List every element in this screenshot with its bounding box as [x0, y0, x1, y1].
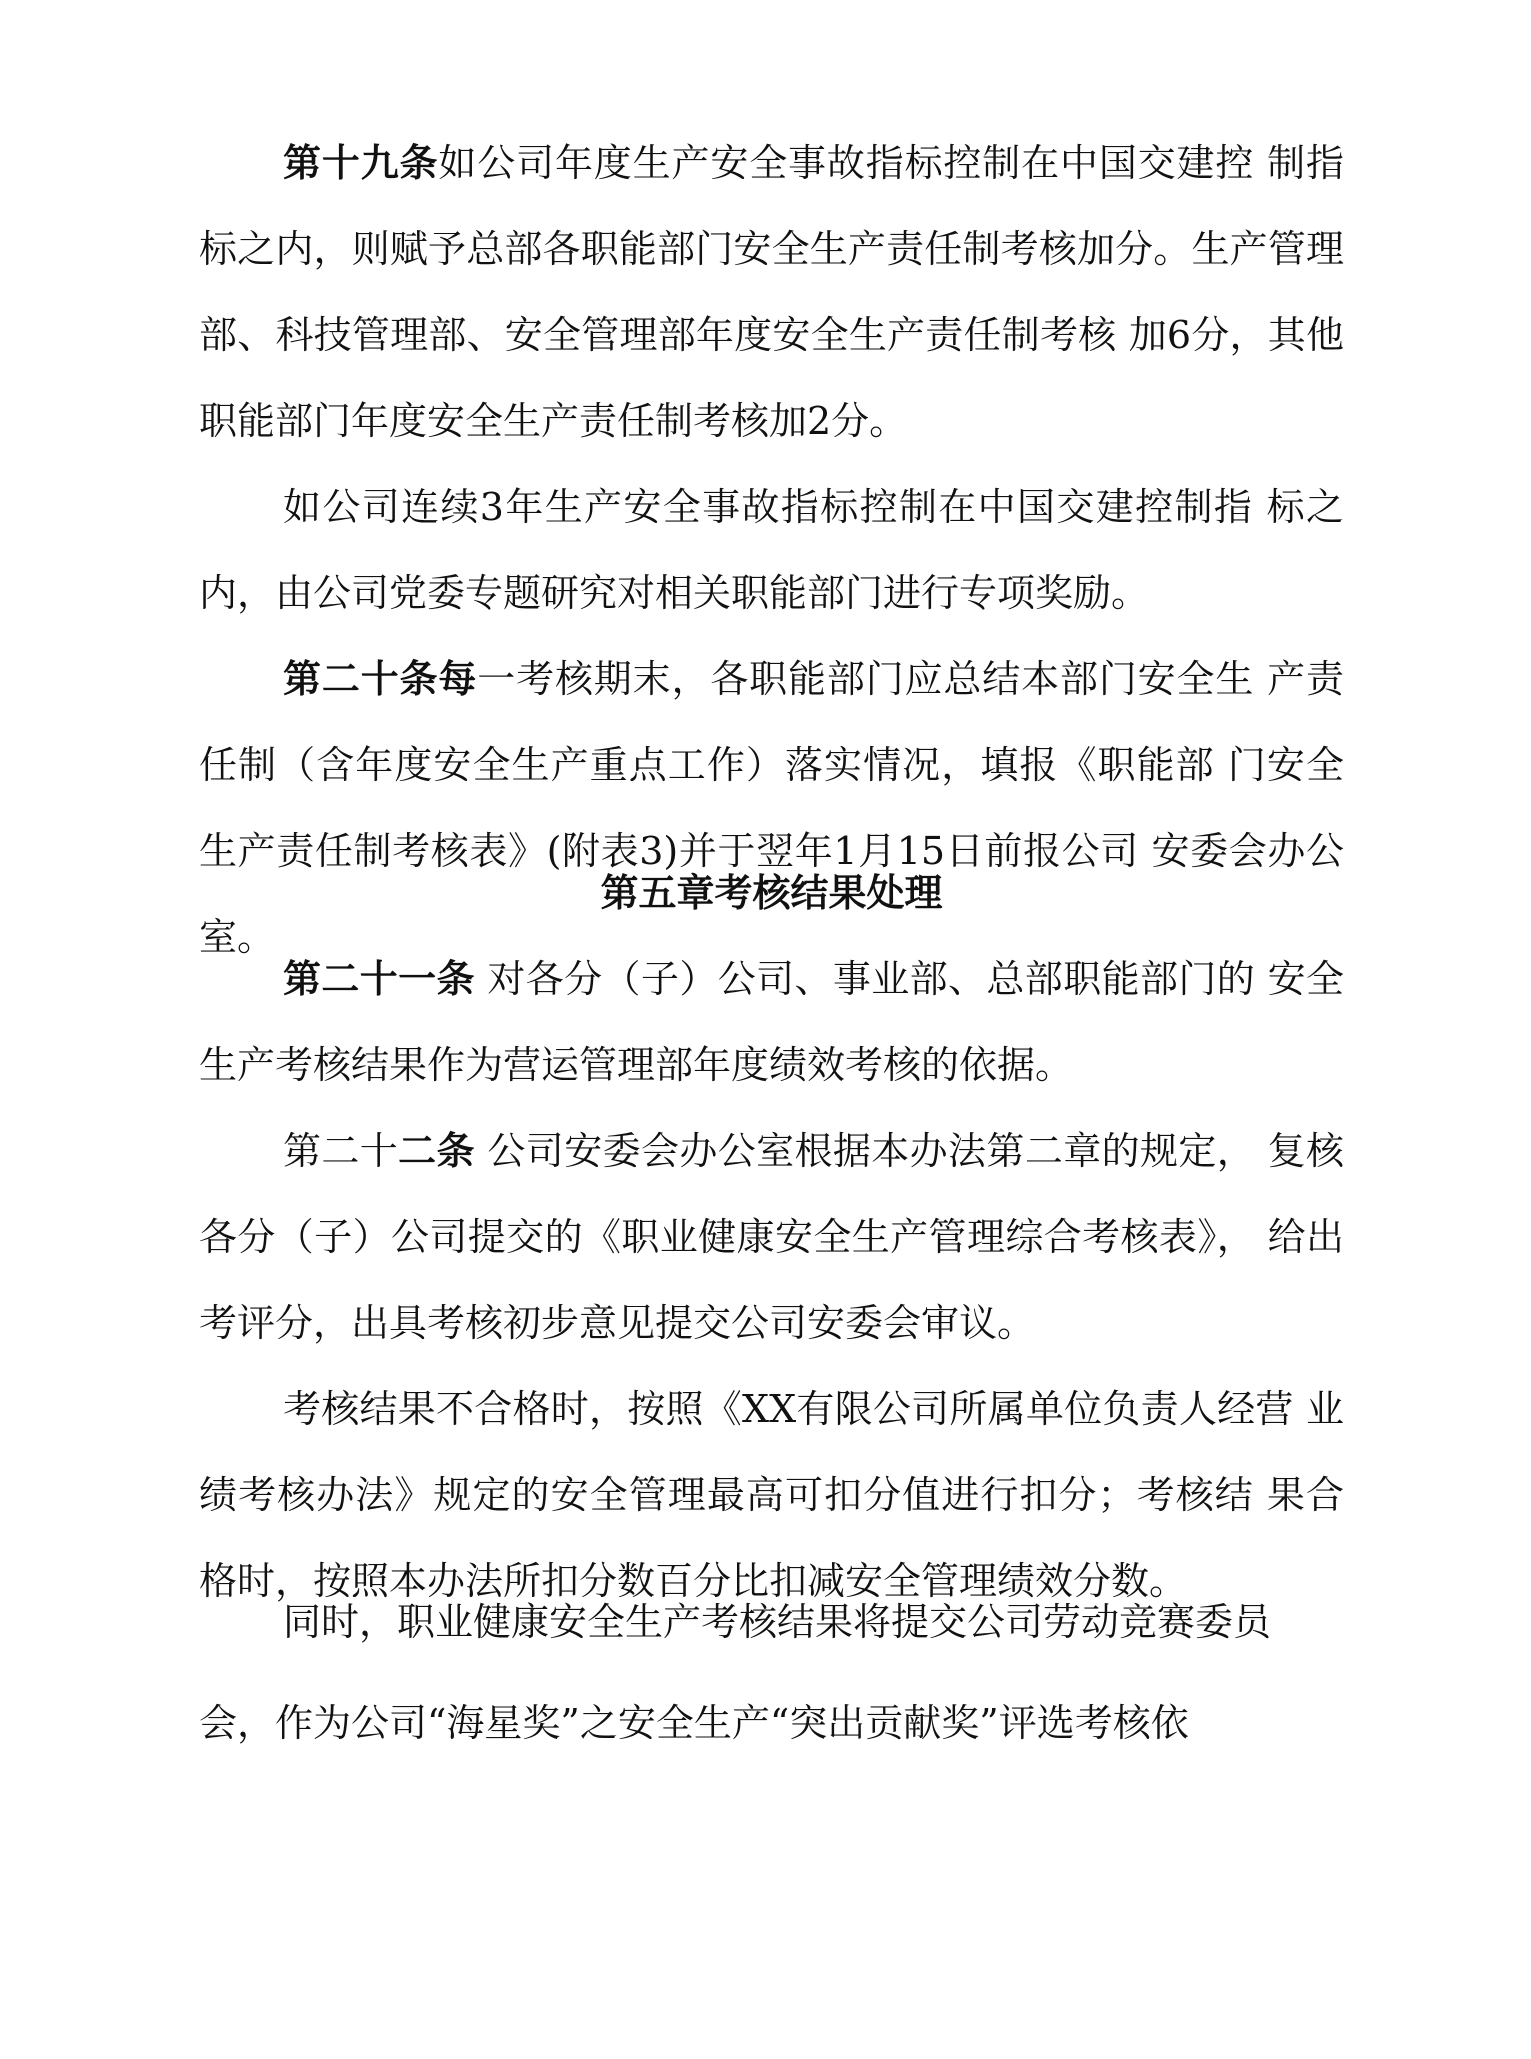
competition-paragraph-line-2 — [199, 1680, 1344, 1766]
article-19-label: 第十九条 — [283, 140, 439, 185]
article-21-paragraph — [199, 936, 1344, 1108]
assessment-result-text: 考核结果不合格时，按照《XX有限公司所属单位负责人经营 业绩考核办法》规定的安全管理最高可扣分值进行扣分；考核结 果合格时，按照本办法所扣分数百分比扣减安全管理绩效分数。 — [199, 1387, 1344, 1603]
article-22-paragraph — [199, 1108, 1344, 1366]
article-20-label: 第二十条每 — [283, 656, 478, 701]
article-19-supplement-paragraph — [199, 464, 1344, 636]
article-19-text: 如公司年度生产安全事故指标控制在中国交建控 制指标之内，则赋予总部各职能部门安全生产责任制考核加分。生产管理部、科技管理部、安全管理部年度安全生产责任制考核 加6分，其他职能部门年度安全生产责任制考核加2分。 — [199, 141, 1344, 443]
article-21-text: 对各分（子）公司、事业部、总部职能部门的 安全生产考核结果作为营运管理部年度绩效考核的依据。 — [199, 957, 1344, 1087]
competition-text-line-2: 会，作为公司“海星奖”之安全生产“突出贡献奖”评选考核依 — [199, 1701, 1189, 1745]
competition-text-line-1: 同时，职业健康安全生产考核结果将提交公司劳动竞赛委员 — [283, 1600, 1272, 1644]
article-20-text: 一考核期末，各职能部门应总结本部门安全生 产责任制（含年度安全生产重点工作）落实情况，填报《职能部 门安全生产责任制考核表》(附表3)并于翌年1月15日前报公司 安委会办公室。 — [199, 657, 1344, 959]
article-21-label: 第二十一条 — [283, 956, 475, 1001]
chapter-title: 第五章考核结果处理 — [600, 871, 943, 915]
article-19-supplement-text: 如公司连续3年生产安全事故指标控制在中国交建控制指 标之内，由公司党委专题研究对相关职能部门进行专项奖励。 — [199, 485, 1344, 615]
article-19-paragraph — [199, 120, 1344, 464]
competition-paragraph-line-1 — [199, 1579, 1344, 1665]
article-22-label-plain: 第二十 — [283, 1129, 399, 1173]
article-22-label-bold: 二条 — [398, 1128, 475, 1173]
article-22-text: 公司安委会办公室根据本办法第二章的规定， 复核各分（子）公司提交的《职业健康安全生产管理综合考核表》， 给出考评分，出具考核初步意见提交公司安委会审议。 — [199, 1129, 1344, 1345]
